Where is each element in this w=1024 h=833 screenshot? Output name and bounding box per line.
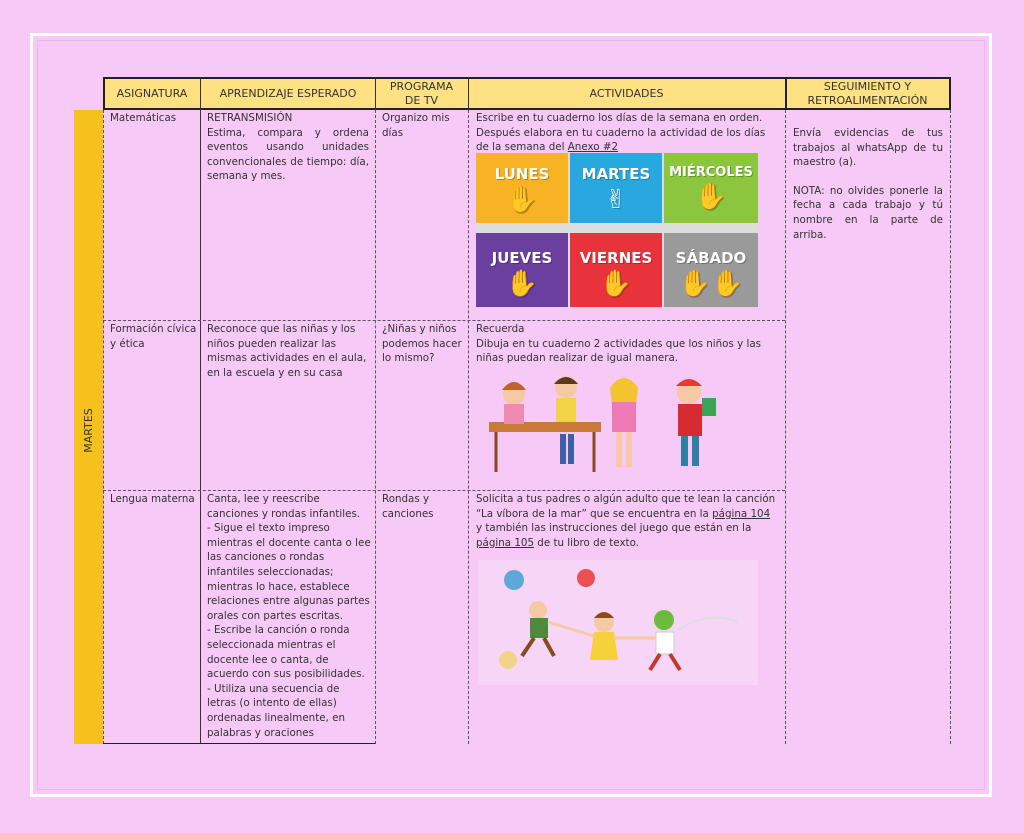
border	[375, 77, 376, 110]
row3-programa: Rondas y canciones	[382, 493, 434, 520]
row3-aprendizaje-line: - Escribe la canción o ronda seleccionada mientras el docente lee o canta, de acuerdo con sus posibilidades.	[207, 624, 365, 681]
grid-line	[375, 110, 376, 744]
border	[468, 77, 469, 110]
row3-aprendizaje-line: Canta, lee y reescribe canciones y rondas infantiles.	[207, 493, 361, 520]
row1-aprendizaje-title: RETRANSMISIÓN	[207, 112, 293, 124]
grid-line	[103, 110, 104, 744]
row2-actividad	[476, 322, 766, 366]
row1-actividad-text: Escribe en tu cuaderno los días de la semana en orden. Después elabora en tu cuaderno la actividad de los días de la semana del	[476, 112, 766, 154]
header-actividades: ACTIVIDADES	[468, 77, 785, 110]
page-104-link[interactable]: página 104	[712, 507, 771, 520]
row2-programa: ¿Niñas y niños podemos hacer lo mismo?	[382, 323, 462, 365]
grid-line	[950, 110, 951, 744]
border	[200, 77, 201, 110]
row2-actividad-title: Recuerda	[476, 323, 525, 335]
border	[103, 77, 105, 110]
anexo-link[interactable]: Anexo #2	[567, 141, 619, 154]
header-programa: PROGRAMA DE TV	[375, 77, 468, 110]
grid-line	[468, 110, 469, 744]
dancing-kids-illustration	[478, 560, 758, 685]
hand-icon: ✋✋	[678, 269, 744, 299]
row1-programa: Organizo mis días	[382, 112, 450, 139]
grid-line	[785, 110, 786, 744]
hand-icon: ✌	[605, 185, 627, 215]
seguimiento-p1: Envía evidencias de tus trabajos al whatsApp de tu maestro (a).	[793, 127, 943, 169]
day-tile: LUNES ✋	[476, 153, 568, 223]
row1-aprendizaje-text: Estima, compara y ordena eventos usando unidades convencionales de tiempo: día, semana y mes.	[207, 126, 369, 183]
seguimiento	[793, 126, 943, 242]
row3-actividad-c: de tu libro de texto.	[537, 536, 639, 549]
seguimiento-p2: NOTA: no olvides ponerle la fecha a cada trabajo y tú nombre en la parte de arriba.	[793, 184, 943, 241]
row3-aprendizaje	[207, 492, 371, 740]
day-tile: MIÉRCOLES ✋	[664, 153, 758, 223]
border	[785, 77, 787, 110]
day-tile: SÁBADO ✋✋	[664, 233, 758, 307]
row2-actividad-text: Dibuja en tu cuaderno 2 actividades que los niños y las niñas puedan realizar de igual manera.	[476, 337, 762, 365]
header-asignatura: ASIGNATURA	[103, 77, 201, 110]
grid-line	[200, 110, 201, 744]
row3-actividad	[476, 492, 778, 550]
header-seguimiento: SEGUIMIENTO Y RETROALIMENTACIÓN	[785, 77, 950, 110]
kids-illustration	[484, 372, 744, 477]
row3-aprendizaje-line: - Sigue el texto impreso mientras el docente canta o lee las canciones o rondas infantiles seleccionadas; mientras lo hace, establece relaciones entre algunas partes orales con partes escritas.	[207, 522, 371, 622]
row-separator	[103, 320, 785, 321]
row-separator	[103, 490, 785, 491]
hand-icon: ✋	[505, 269, 539, 299]
hand-icon: ✋	[694, 182, 728, 212]
day-tile: JUEVES ✋	[476, 233, 568, 307]
hand-icon: ✋	[505, 185, 539, 215]
row3-asignatura: Lengua materna	[110, 493, 195, 505]
row1-actividad	[476, 111, 766, 155]
days-of-week-image	[476, 153, 758, 307]
day-label: MARTES	[82, 407, 96, 453]
hand-icon: ✋	[599, 269, 633, 299]
row3-aprendizaje-line: - Utiliza una secuencia de letras (o intento de ellas) ordenadas linealmente, en palabras y oraciones	[207, 682, 345, 739]
table-bottom	[103, 743, 375, 744]
day-tile: VIERNES ✋	[570, 233, 662, 307]
day-tile: MARTES ✌	[570, 153, 662, 223]
row3-actividad-a: Solicita a tus padres o algún adulto que te lean la canción “La víbora de la mar” que se encuentra en la	[476, 493, 776, 520]
row2-aprendizaje: Reconoce que las niñas y los niños pueden realizar las mismas actividades en el aula, en la escuela y en su casa	[207, 323, 367, 379]
header-aprendizaje: APRENDIZAJE ESPERADO	[201, 77, 375, 110]
row1-aprendizaje	[207, 111, 369, 184]
row3-actividad-b: y también las instrucciones del juego que están en la	[476, 522, 752, 535]
row2-asignatura: Formación cívica y ética	[110, 323, 197, 350]
border	[949, 77, 951, 110]
row1-asignatura: Matemáticas	[110, 112, 177, 124]
page-105-link[interactable]: página 105	[476, 536, 535, 549]
